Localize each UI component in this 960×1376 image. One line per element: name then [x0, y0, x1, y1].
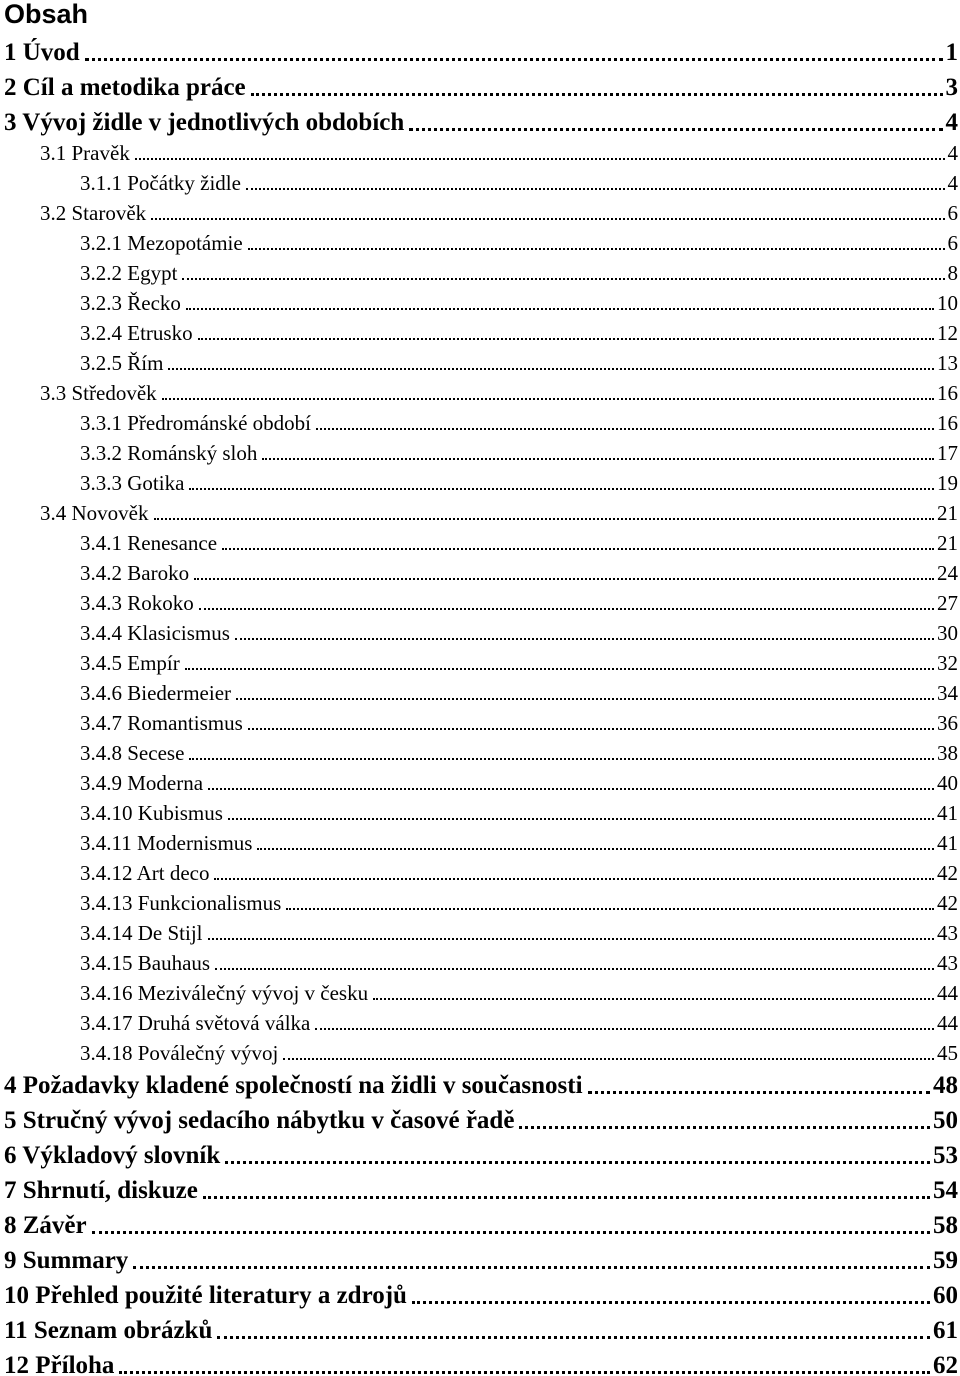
toc-entry-label: 3.4.15 Bauhaus [80, 951, 211, 975]
toc-title: Obsah [4, 0, 89, 29]
dot-leader [228, 798, 934, 820]
dot-leader [168, 348, 934, 370]
toc-page-number: 42 [937, 891, 958, 915]
toc-entry-label: 3.4.3 Rokoko [80, 591, 194, 615]
dot-leader [519, 1104, 930, 1129]
toc-entry-label: 3.4.16 Meziválečný vývoj v česku [80, 981, 369, 1005]
toc-entry-level-3[interactable] [80, 558, 958, 588]
toc-entry-level-3[interactable] [80, 978, 958, 1008]
dot-leader [185, 648, 934, 670]
dot-leader [208, 918, 934, 940]
dot-leader [257, 828, 934, 850]
toc-page-number: 12 [937, 321, 958, 345]
toc-entry-level-1[interactable] [4, 1244, 958, 1278]
toc-page-number: 41 [937, 831, 958, 855]
toc-entry-label: 3.4.2 Baroko [80, 561, 190, 585]
toc-page-number: 44 [937, 1011, 958, 1035]
dot-leader [225, 1139, 930, 1164]
toc-entry-label: 3.4.14 De Stijl [80, 921, 203, 945]
toc-entry-level-3[interactable] [80, 738, 958, 768]
toc-entry-label: 9 Summary [4, 1247, 129, 1274]
toc-entry-label: 3.4.13 Funkcionalismus [80, 891, 282, 915]
dot-leader [236, 678, 934, 700]
dot-leader [251, 71, 943, 96]
toc-entry-label: 7 Shrnutí, diskuze [4, 1177, 198, 1204]
dot-leader [151, 198, 944, 220]
dot-leader [316, 408, 934, 430]
toc-entry-label: 10 Přehled použité literatury a zdrojů [4, 1282, 407, 1309]
toc-entry-label: 1 Úvod [4, 39, 80, 66]
toc-entry-level-2[interactable] [40, 378, 958, 408]
toc-entry-level-2[interactable] [40, 138, 958, 168]
toc-entry-label: 3 Vývoj židle v jednotlivých obdobích [4, 109, 405, 136]
toc-entry-label: 3.1 Pravěk [40, 141, 130, 165]
toc-page-number: 24 [937, 561, 958, 585]
toc-page-number: 16 [937, 411, 958, 435]
dot-leader [286, 888, 934, 910]
dot-leader [235, 618, 934, 640]
toc-page-number: 54 [933, 1177, 958, 1204]
toc-page-number: 45 [937, 1041, 958, 1065]
toc-entry-label: 3.4 Novověk [40, 501, 149, 525]
toc-entry-level-3[interactable] [80, 468, 958, 498]
dot-leader [135, 138, 945, 160]
toc-page-number: 50 [933, 1107, 958, 1134]
dot-leader [248, 708, 934, 730]
toc-entry-level-1[interactable] [4, 1139, 958, 1173]
toc-page-number: 6 [947, 231, 958, 255]
dot-leader [412, 1279, 930, 1304]
toc-entry-label: 3.3.2 Románský sloh [80, 441, 258, 465]
dot-leader [199, 588, 934, 610]
toc-entry-label: 8 Závěr [4, 1212, 87, 1239]
dot-leader [409, 106, 942, 131]
toc-entry-label: 4 Požadavky kladené společností na židli v současnosti [4, 1072, 583, 1099]
toc-page-number: 19 [937, 471, 958, 495]
toc-page-number: 44 [937, 981, 958, 1005]
toc-entry-level-3[interactable] [80, 618, 958, 648]
toc-entry-label: 3.4.4 Klasicismus [80, 621, 230, 645]
toc-entry-label: 3.3.3 Gotika [80, 471, 185, 495]
dot-leader [215, 948, 934, 970]
toc-entry-level-3[interactable] [80, 798, 958, 828]
toc-page-number: 4 [947, 171, 958, 195]
toc-entry-level-3[interactable] [80, 858, 958, 888]
toc-entry-level-3[interactable] [80, 1008, 958, 1038]
toc-entry-level-3[interactable] [80, 408, 958, 438]
toc-entry-label: 2 Cíl a metodika práce [4, 74, 246, 101]
toc-page-number: 42 [937, 861, 958, 885]
toc-entry-label: 3.4.7 Romantismus [80, 711, 243, 735]
toc-entry-label: 3.4.12 Art deco [80, 861, 210, 885]
toc-page-number: 10 [937, 291, 958, 315]
toc-entry-label: 6 Výkladový slovník [4, 1142, 221, 1169]
toc-entry-level-3[interactable] [80, 168, 958, 198]
dot-leader [208, 768, 934, 790]
toc-entry-label: 3.4.5 Empír [80, 651, 180, 675]
toc-page-number: 3 [945, 74, 958, 101]
dot-leader [119, 1349, 930, 1374]
toc-entry-label: 12 Příloha [4, 1352, 115, 1376]
toc-entry-level-3[interactable] [80, 708, 958, 738]
toc-entry-level-3[interactable] [80, 318, 958, 348]
toc-entry-level-3[interactable] [80, 258, 958, 288]
dot-leader [186, 288, 934, 310]
toc-page-number: 40 [937, 771, 958, 795]
toc-entry-level-1[interactable] [4, 1174, 958, 1208]
toc-page-number: 58 [933, 1212, 958, 1239]
dot-leader [194, 558, 934, 580]
toc-entry-label: 3.4.17 Druhá světová válka [80, 1011, 311, 1035]
toc-entry-level-2[interactable] [40, 198, 958, 228]
toc-entry-label: 3.4.10 Kubismus [80, 801, 223, 825]
toc-entry-label: 3.4.18 Poválečný vývoj [80, 1041, 279, 1065]
toc-entry-label: 5 Stručný vývoj sedacího nábytku v časové řadě [4, 1107, 515, 1134]
toc-entry-level-1[interactable] [4, 71, 958, 105]
toc-entry-level-3[interactable] [80, 588, 958, 618]
toc-page-number: 17 [937, 441, 958, 465]
toc-entry-label: 3.4.9 Moderna [80, 771, 204, 795]
toc-entry-label: 3.3 Středověk [40, 381, 157, 405]
toc-entry-label: 3.3.1 Předrománské období [80, 411, 311, 435]
dot-leader [248, 228, 945, 250]
toc-page-number: 34 [937, 681, 958, 705]
toc-entry-level-3[interactable] [80, 438, 958, 468]
toc-entry-level-3[interactable] [80, 1038, 958, 1068]
toc-entry-level-1[interactable] [4, 1314, 958, 1348]
toc-page-number: 43 [937, 921, 958, 945]
toc-page-number: 36 [937, 711, 958, 735]
dot-leader [217, 1314, 930, 1339]
toc-entry-level-1[interactable] [4, 1209, 958, 1243]
dot-leader [246, 168, 945, 190]
toc-entry-level-3[interactable] [80, 888, 958, 918]
dot-leader [154, 498, 935, 520]
dot-leader [162, 378, 934, 400]
toc-entry-label: 3.4.6 Biedermeier [80, 681, 232, 705]
dot-leader [85, 36, 943, 61]
toc-entry-label: 3.2 Starověk [40, 201, 147, 225]
toc-page-number: 21 [937, 531, 958, 555]
toc-entry-level-3[interactable] [80, 348, 958, 378]
toc-entry-level-3[interactable] [80, 648, 958, 678]
toc-entry-label: 3.4.8 Secese [80, 741, 185, 765]
dot-leader [373, 978, 934, 1000]
dot-leader [222, 528, 934, 550]
toc-page-number: 8 [947, 261, 958, 285]
dot-leader [198, 318, 934, 340]
toc-entry-level-3[interactable] [80, 528, 958, 558]
dot-leader [203, 1174, 930, 1199]
toc-entry-label: 3.2.1 Mezopotámie [80, 231, 243, 255]
toc-entry-level-3[interactable] [80, 828, 958, 858]
toc-page-number: 60 [933, 1282, 958, 1309]
toc-page-number: 6 [947, 201, 958, 225]
toc-entry-level-1[interactable] [4, 1069, 958, 1103]
toc-entry-level-2[interactable] [40, 498, 958, 528]
dot-leader [92, 1209, 930, 1234]
toc-entry-level-3[interactable] [80, 768, 958, 798]
toc-page-number: 48 [933, 1072, 958, 1099]
dot-leader [189, 468, 934, 490]
toc-page-number: 13 [937, 351, 958, 375]
toc-page-number: 61 [933, 1317, 958, 1344]
dot-leader [262, 438, 934, 460]
toc-page-number: 27 [937, 591, 958, 615]
toc-page-number: 53 [933, 1142, 958, 1169]
toc-page-number: 1 [945, 39, 958, 66]
toc-page-number: 32 [937, 651, 958, 675]
dot-leader [189, 738, 934, 760]
toc-page-number: 4 [947, 141, 958, 165]
toc-entry-label: 3.1.1 Počátky židle [80, 171, 241, 195]
dot-leader [588, 1069, 930, 1094]
toc-entry-label: 3.2.4 Etrusko [80, 321, 193, 345]
toc-page-number: 16 [937, 381, 958, 405]
toc-entry-level-3[interactable] [80, 288, 958, 318]
toc-page-number: 59 [933, 1247, 958, 1274]
toc-entry-label: 3.2.5 Řím [80, 351, 164, 375]
toc-entry-label: 11 Seznam obrázků [4, 1317, 213, 1344]
toc-entry-label: 3.4.11 Modernismus [80, 831, 253, 855]
toc-page-number: 62 [933, 1352, 958, 1376]
toc-page-number: 4 [945, 109, 958, 136]
toc-entry-level-3[interactable] [80, 678, 958, 708]
toc-page-number: 21 [937, 501, 958, 525]
toc-entry-level-1[interactable] [4, 106, 958, 140]
dot-leader [315, 1008, 934, 1030]
toc-entry-level-1[interactable] [4, 1104, 958, 1138]
dot-leader [283, 1038, 934, 1060]
toc-page-number: 43 [937, 951, 958, 975]
toc-page-number: 30 [937, 621, 958, 645]
toc-entry-level-3[interactable] [80, 918, 958, 948]
toc-entry-level-3[interactable] [80, 948, 958, 978]
dot-leader [214, 858, 934, 880]
toc-entry-level-1[interactable] [4, 36, 958, 70]
toc-entry-level-1[interactable] [4, 1349, 958, 1376]
toc-entry-label: 3.2.3 Řecko [80, 291, 181, 315]
toc-entry-level-3[interactable] [80, 228, 958, 258]
toc-entry-label: 3.4.1 Renesance [80, 531, 218, 555]
toc-page-number: 41 [937, 801, 958, 825]
toc-entry-label: 3.2.2 Egypt [80, 261, 178, 285]
dot-leader [182, 258, 944, 280]
toc-page-number: 38 [937, 741, 958, 765]
toc-entry-level-1[interactable] [4, 1279, 958, 1313]
dot-leader [133, 1244, 930, 1269]
